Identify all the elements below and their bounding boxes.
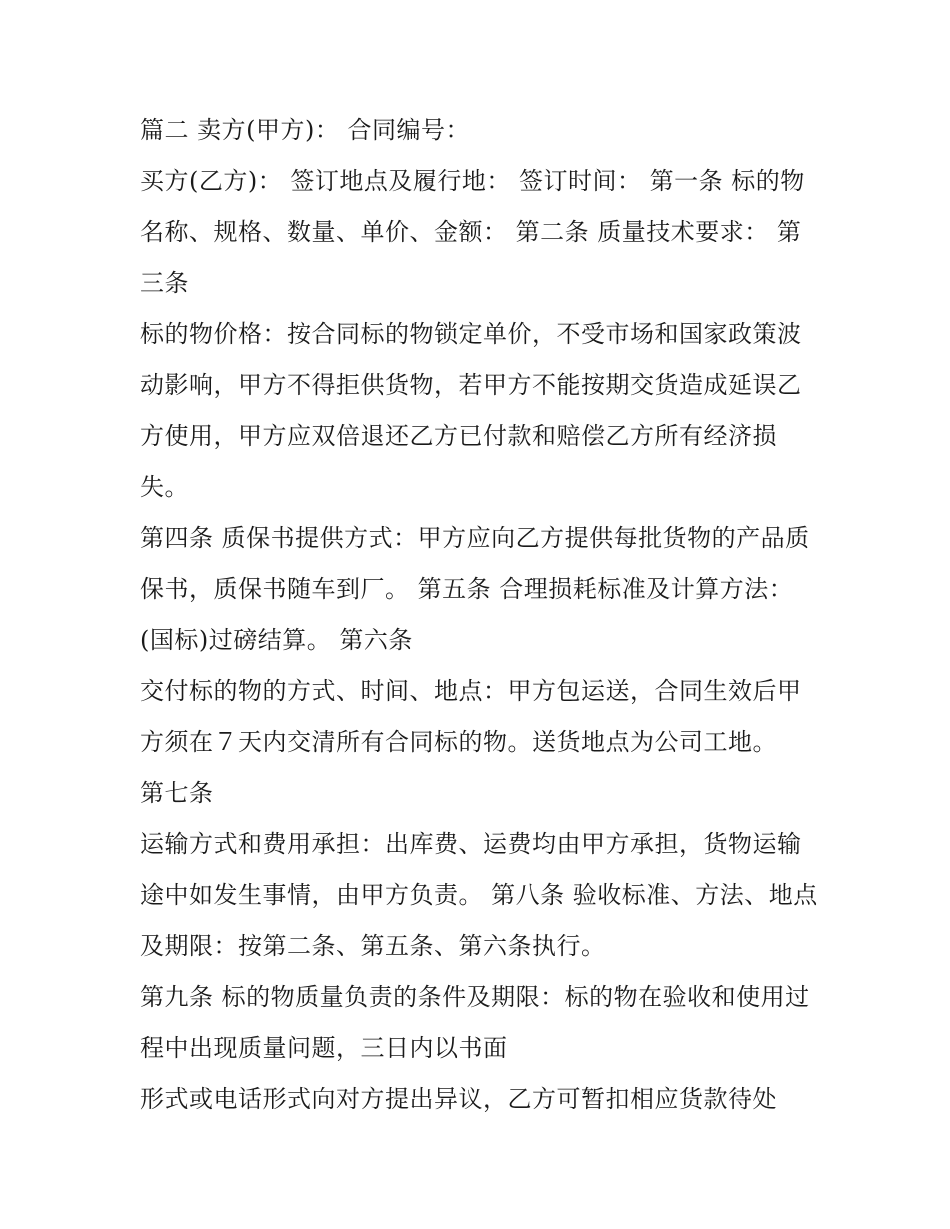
paragraph-transport-and-inspection: 运输方式和费用承担：出库费、运费均由甲方承担，货物运输途中如发生事情，由甲方负责。 第八条 验收标准、方法、地点及期限：按第二条、第五条、第六条执行。 [140, 830, 818, 960]
paragraph-price-terms: 标的物价格：按合同标的物锁定单价，不受市场和国家政策波动影响，甲方不得拒供货物，若甲方不能按期交货造成延误乙方使用，甲方应双倍退还乙方已付款和赔偿乙方所有经济损失。 [140, 320, 802, 501]
paragraph-delivery-terms: 交付标的物的方式、时间、地点：甲方包运送，合同生效后甲方须在７天内交清所有合同标的物。送货地点为公司工地。 [140, 677, 802, 756]
paragraph-articles-4-6: 第四条 质保书提供方式：甲方应向乙方提供每批货物的产品质保书，质保书随车到厂。 第五条 合理损耗标准及计算方法：(国标)过磅结算。 第六条 [140, 524, 810, 654]
paragraph-buyer-and-articles-1-3: 买方(乙方)： 签订地点及履行地： 签订时间： 第一条 标的物名称、规格、数量、单价、金额： 第二条 质量技术要求： 第三条 [140, 167, 805, 297]
paragraph-title-line: 篇二 卖方(甲方)： 合同编号： [140, 116, 470, 144]
paragraph-article-7-heading: 第七条 [140, 779, 214, 807]
paragraph-article-9: 第九条 标的物质量负责的条件及期限：标的物在验收和使用过程中出现质量问题，三日内以书面 [140, 983, 810, 1062]
paragraph-objection-terms: 形式或电话形式向对方提出异议，乙方可暂扣相应货款待处 [140, 1085, 777, 1113]
contract-body [140, 105, 820, 1125]
